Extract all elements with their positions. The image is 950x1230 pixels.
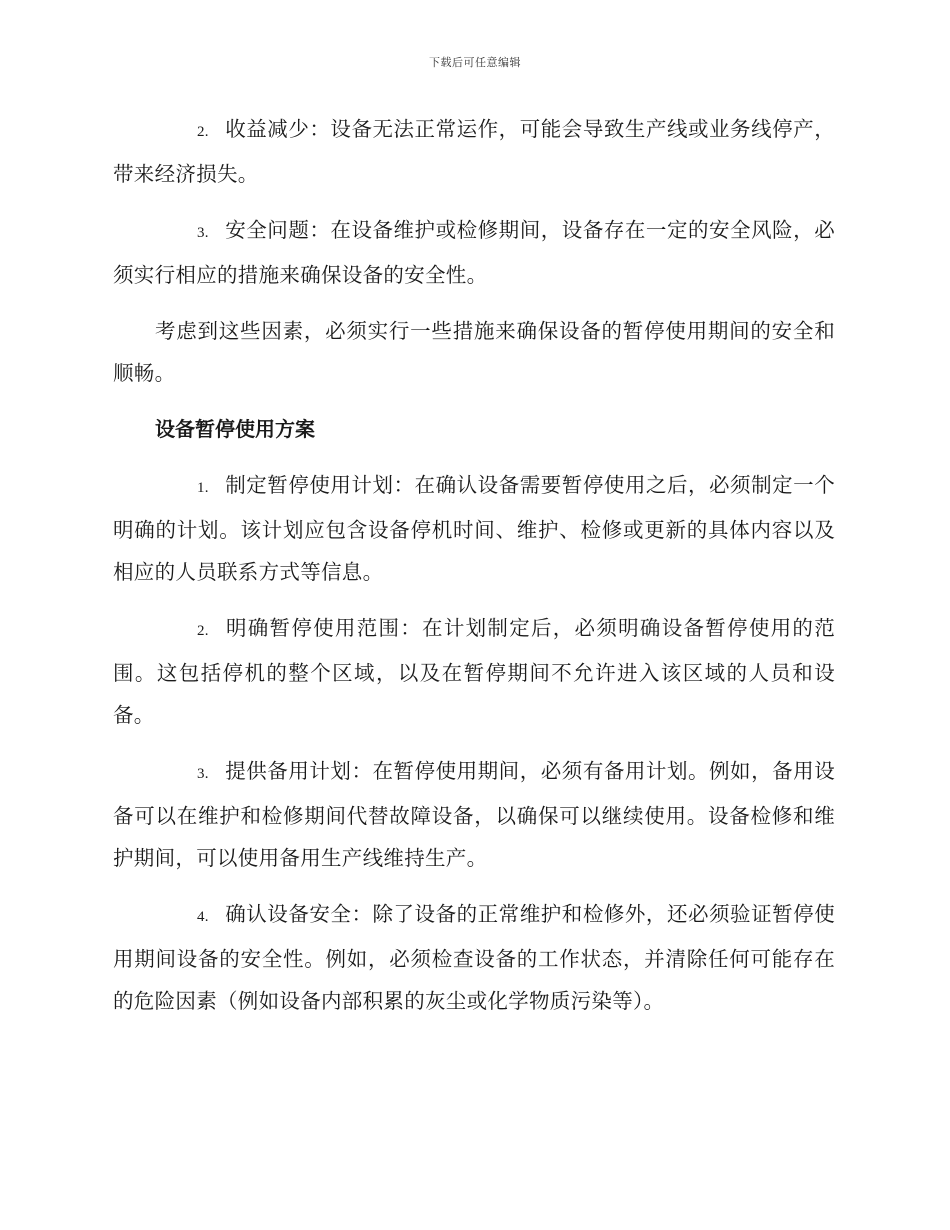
list-item bbox=[113, 209, 835, 296]
list-item bbox=[113, 108, 835, 195]
plan-item bbox=[113, 607, 835, 736]
plan-item-text: 明确暂停使用范围：在计划制定后，必须明确设备暂停使用的范围。这包括停机的整个区域，以及在暂停期间不允许进入该区域的人员和设备。 bbox=[113, 616, 835, 727]
list-number: 3. bbox=[197, 766, 209, 782]
page-header: 下载后可任意编辑 bbox=[429, 56, 521, 69]
list-number: 3. bbox=[197, 225, 209, 241]
list-number: 4. bbox=[197, 909, 209, 925]
plan-item-text: 确认设备安全：除了设备的正常维护和检修外，还必须验证暂停使用期间设备的安全性。例如，必须检查设备的工作状态，并清除任何可能存在的危险因素（例如设备内部积累的灰尘或化学物质污染等）。 bbox=[113, 902, 835, 1013]
list-number: 1. bbox=[197, 480, 209, 496]
document-body bbox=[113, 108, 835, 1036]
plan-item bbox=[113, 464, 835, 593]
list-item-text: 安全问题：在设备维护或检修期间，设备存在一定的安全风险，必须实行相应的措施来确保设备的安全性。 bbox=[113, 218, 835, 287]
section-title: 设备暂停使用方案 bbox=[155, 417, 315, 441]
plan-item bbox=[113, 893, 835, 1022]
list-number: 2. bbox=[197, 623, 209, 639]
list-number: 2. bbox=[197, 124, 209, 140]
conclusion-paragraph: 考虑到这些因素，必须实行一些措施来确保设备的暂停使用期间的安全和顺畅。 bbox=[113, 319, 835, 385]
plan-item-text: 制定暂停使用计划：在确认设备需要暂停使用之后，必须制定一个明确的计划。该计划应包含设备停机时间、维护、检修或更新的具体内容以及相应的人员联系方式等信息。 bbox=[113, 473, 835, 584]
plan-item-text: 提供备用计划：在暂停使用期间，必须有备用计划。例如，备用设备可以在维护和检修期间代替故障设备，以确保可以继续使用。设备检修和维护期间，可以使用备用生产线维持生产。 bbox=[113, 759, 835, 870]
list-item-text: 收益减少：设备无法正常运作，可能会导致生产线或业务线停产，带来经济损失。 bbox=[113, 117, 835, 186]
plan-item bbox=[113, 750, 835, 879]
